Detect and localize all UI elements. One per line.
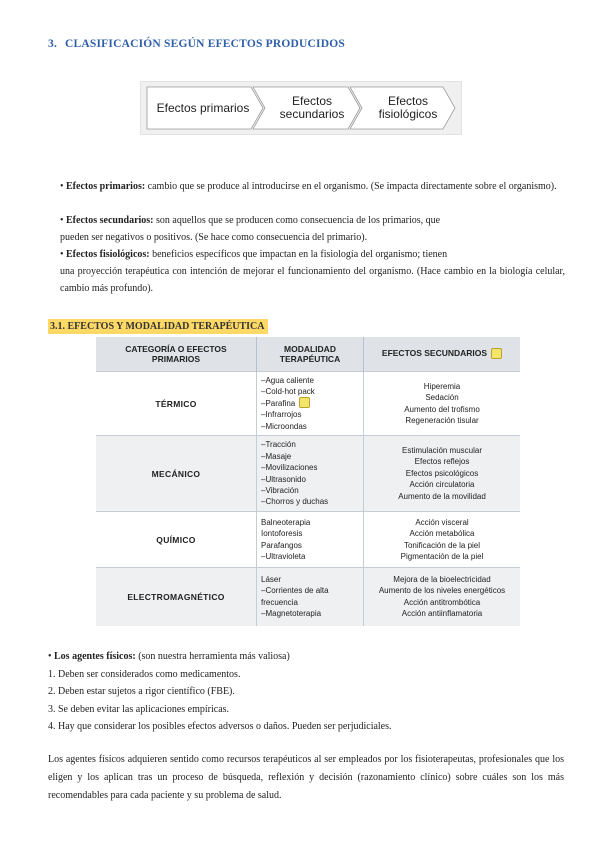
header-category: CATEGORÍA O EFECTOS PRIMARIOS — [96, 337, 257, 372]
header-secondary-effects: EFECTOS SECUNDARIOS — [364, 337, 521, 372]
list-item: 1. Deben ser considerados como medicamentos. — [48, 668, 241, 680]
header-modality: MODALIDAD TERAPÉUTICA — [257, 337, 364, 372]
category-cell: MECÁNICO — [96, 436, 257, 512]
emoji-icon — [491, 348, 502, 359]
list-item: 3. Se deben evitar las aplicaciones empíricas. — [48, 703, 230, 715]
table-row — [96, 512, 520, 568]
closing-paragraph: Los agentes físicos adquieren sentido como recursos terapéuticos al ser empleados por los fisioterapeutas, profesionales que los eligen y los aplican tras un proceso de búsqueda, reflexión y decisión (razonamiento clínico) sobre cuáles son los más recomendables para cada paciente y su problema de salud. — [48, 754, 564, 801]
def-primarios: • Efectos primarios: cambio que se produce al introducirse en el organismo. (Se impacta directamente sobre el organismo). — [60, 181, 557, 192]
category-cell: QUÍMICO — [96, 512, 257, 568]
effects-cell: Hiperemia Sedación Aumento del trofismo Regeneración tisular — [364, 372, 521, 436]
section-heading — [48, 38, 345, 50]
physical-agents-list — [48, 648, 568, 736]
list-item: 4. Hay que considerar los posibles efectos adversos o daños. Pueden ser perjudiciales. — [48, 721, 392, 732]
modality-cell: Láser –Corrientes de alta frecuencia –Magnetoterapia — [257, 568, 364, 626]
modality-cell: –Tracción –Masaje –Movilizaciones –Ultrasonido –Vibración –Chorros y duchas — [257, 436, 364, 512]
table-row — [96, 436, 520, 512]
section-number: 3. — [48, 38, 58, 50]
category-cell: TÉRMICO — [96, 372, 257, 436]
def-fisiologicos: • Efectos fisiológicos: beneficios específicos que impactan en la fisiología del organismo; tienen una proyección terapéutica con intención de mejorar el funcionamiento del organismo. (Hace cambio en la biología celular, cambio más profundo). — [60, 249, 565, 294]
table-header-row — [96, 337, 520, 372]
modality-cell: –Agua caliente –Cold-hot pack –Parafina –Infrarrojos –Microondas — [257, 372, 364, 436]
section-title: CLASIFICACIÓN SEGÚN EFECTOS PRODUCIDOS — [65, 38, 345, 50]
effects-cell: Acción visceral Acción metabólica Tonificación de la piel Pigmentación de la piel — [364, 512, 521, 568]
category-cell: ELECTROMAGNÉTICO — [96, 568, 257, 626]
def-secundarios: • Efectos secundarios: son aquellos que se producen como consecuencia de los primarios, que pueden ser negativos o positivos. (Se hace como consecuencia del primario). — [60, 215, 441, 243]
subsection-heading: 3.1. EFECTOS Y MODALIDAD TERAPÉUTICA — [48, 319, 268, 334]
list-intro: • Los agentes físicos: (son nuestra herramienta más valiosa) — [48, 651, 290, 662]
effects-table — [96, 337, 520, 625]
table-row — [96, 568, 520, 626]
effects-chevron-diagram — [140, 81, 462, 135]
list-item: 2. Deben estar sujetos a rigor científico (FBE). — [48, 686, 235, 697]
chevron-label-fisiologicos: Efectos fisiológicos — [378, 94, 438, 121]
chevron-label-primarios: Efectos primarios — [156, 101, 250, 115]
effects-cell: Mejora de la bioelectricidad Aumento de los niveles energéticos Acción antitrombótica Acción antiinflamatoria — [364, 568, 521, 626]
effects-cell: Estimulación muscular Efectos reflejos Efectos psicológicos Acción circulatoria Aumento de la movilidad — [364, 436, 521, 512]
emoji-icon — [299, 397, 310, 408]
table-row — [96, 372, 520, 436]
chevron-label-secundarios: Efectos secundarios — [279, 94, 345, 121]
modality-cell: Balneoterapia Iontoforesis Parafangos –Ultravioleta — [257, 512, 364, 568]
